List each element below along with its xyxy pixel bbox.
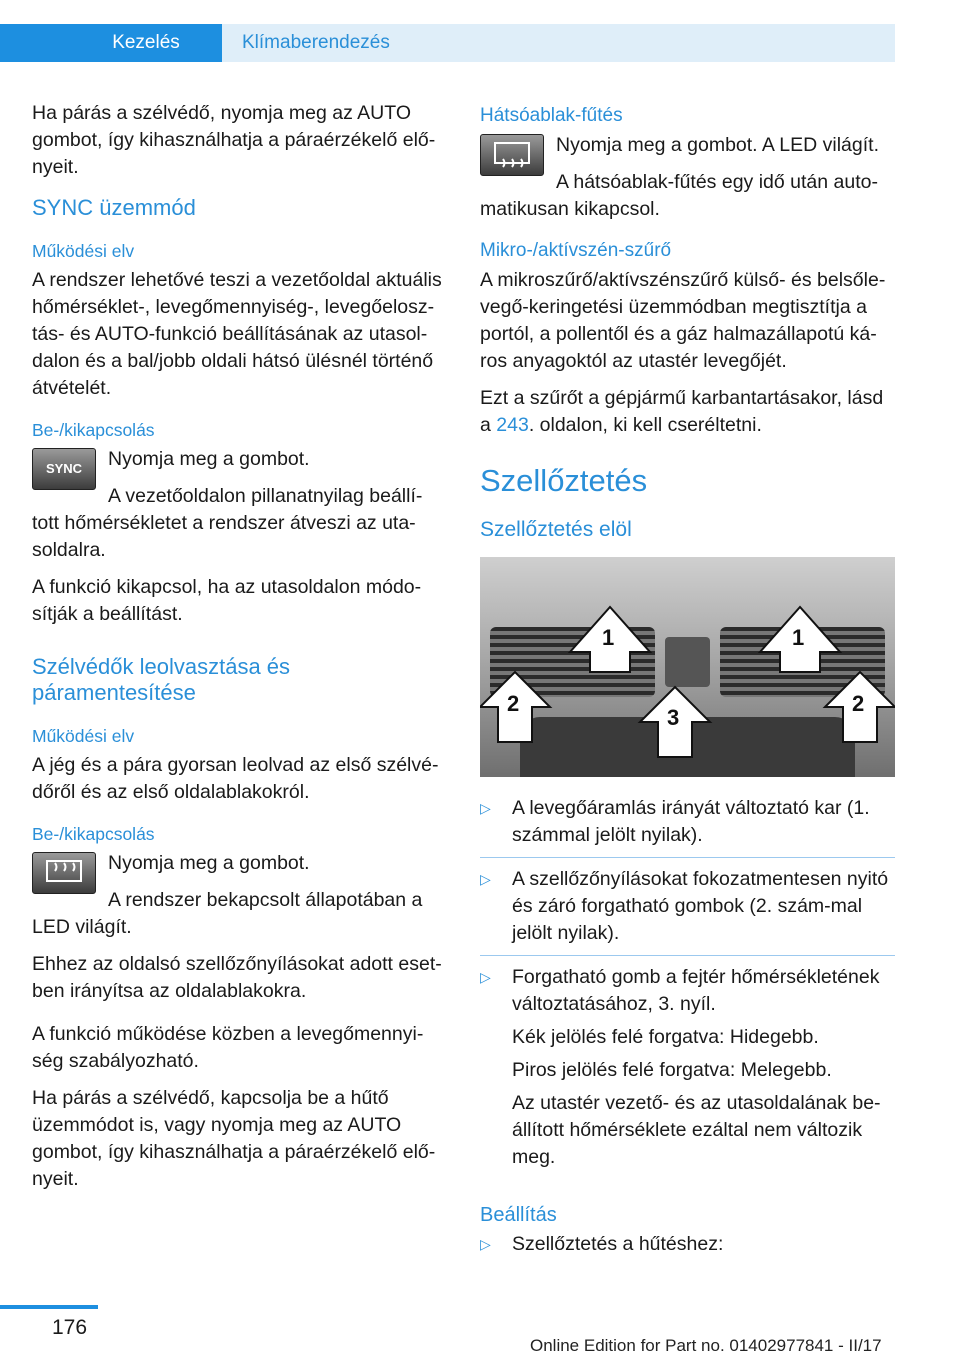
sync-button-icon	[32, 448, 96, 490]
list-item	[480, 964, 895, 1179]
paragraph: A hátsóablak-fűtés egy idő után auto‐matikusan kikapcsol.	[480, 171, 878, 220]
paragraph: A funkció kikapcsol, ha az utasoldalon módo‐sítják a beállítást.	[32, 576, 422, 625]
arrows-overlay	[480, 557, 895, 777]
sync-button-row	[32, 446, 447, 564]
arrow-label: 1	[602, 625, 615, 650]
heading-szelloztetes-elol: Szellőztetés elöl	[480, 518, 632, 541]
list-item-text: A levegőáramlás irányát változtató kar (1. számmal jelölt nyilak).	[512, 797, 870, 846]
paragraph-text: Ezt a szűrőt a gépjármű karbantartásakor, lásd a	[480, 387, 884, 436]
list-item	[480, 1231, 895, 1266]
section-tab-klima	[222, 24, 895, 62]
rear-defrost-button-icon	[480, 134, 544, 176]
arrow-label: 3	[667, 705, 680, 730]
list-item-text: A szellőzőnyílásokat fokozatmentesen nyitó és záró forgatható gombok (2. szám‐mal jelölt nyilak).	[512, 868, 889, 944]
paragraph: A mikroszűrő/aktívszénszűrő külső- és belsőle‐vegő-keringetési üzemmódban megtisztítja a portól, a pollentől és a gáz halmazállapotú ká‐ros anyagoktól az utastér levegőjét.	[480, 269, 886, 372]
paragraph: Nyomja meg a gombot.	[108, 852, 310, 874]
subheading-bekapcsolas: Be-/kikapcsolás	[32, 824, 155, 844]
defrost-button-icon	[32, 852, 96, 894]
list-item	[480, 795, 895, 858]
subheading-mukodesi-elv: Működési elv	[32, 726, 135, 746]
edition-note: Online Edition for Part no. 01402977841 - II/17	[530, 1336, 882, 1355]
footer-rule	[0, 1305, 98, 1309]
subheading-bekapcsolas: Be-/kikapcsolás	[32, 420, 155, 440]
paragraph: A jég és a pára gyorsan leolvad az első szélvé‐dőről és az első oldalablakokról.	[32, 754, 439, 803]
heading-szelvedo: Szélvédők leolvasztása és páramentesítése	[32, 654, 291, 705]
paragraph: Nyomja meg a gombot. A LED világít.	[556, 134, 879, 156]
list-item-text: Forgatható gomb a fejtér hőmérsékletének változtatásához, 3. nyíl.	[512, 966, 880, 1015]
heading-szelloztetes: Szellőztetés	[480, 463, 648, 498]
paragraph: A funkció működése közben a levegőmennyi‐ség szabályozható.	[32, 1023, 424, 1072]
sync-button-label: SYNC	[45, 461, 83, 476]
rear-defrost-row	[480, 132, 895, 223]
left-column	[32, 100, 447, 1203]
paragraph: A rendszer lehetővé teszi a vezetőoldal aktuális hőmérséklet-, levegőmennyiség-, levegőelosz‐tás- és AUTO-funkció beállításának az utasol‐dalon és a bal/jobb oldali hátsó ülésnél történő átvételét.	[32, 269, 442, 399]
arrow-label: 2	[507, 691, 520, 716]
list-item-subtext: Kék jelölés felé forgatva: Hidegebb.	[512, 1026, 819, 1048]
defrost-icon	[33, 853, 95, 893]
paragraph: Nyomja meg a gombot.	[108, 448, 310, 470]
page-link[interactable]: 243	[496, 414, 529, 436]
bullet-list	[480, 795, 895, 1179]
subheading-beallitas: Beállítás	[480, 1204, 557, 1226]
paragraph: Ehhez az oldalsó szellőzőnyílásokat adott eset‐ben irányítsa az oldalablakokra.	[32, 953, 442, 1002]
paragraph: Ha párás a szélvédő, nyomja meg az AUTO gombot, így kihasználhatja a páraérzékelő elő‐nyeit.	[32, 102, 436, 178]
subheading-mukodesi-elv: Működési elv	[32, 241, 135, 261]
page-header	[0, 24, 895, 62]
paragraph	[480, 385, 895, 439]
list-item-subtext: Piros jelölés felé forgatva: Melegebb.	[512, 1059, 832, 1081]
heading-sync: SYNC üzemmód	[32, 195, 196, 220]
paragraph: Ha párás a szélvédő, kapcsolja be a hűtő üzemmódot is, vagy nyomja meg az AUTO gombot, így kihasználhatja a páraérzékelő elő‐nyeit.	[32, 1087, 436, 1190]
arrow-label: 2	[852, 691, 865, 716]
paragraph-text: . oldalon, ki kell cseréltetni.	[528, 414, 762, 436]
list-item-text: Szellőztetés a hűtéshez:	[512, 1233, 724, 1255]
right-column	[480, 100, 895, 1274]
dashboard-vents-photo	[480, 557, 895, 777]
paragraph: A rendszer bekapcsolt állapotában a LED világít.	[32, 889, 423, 938]
section-label: Kezelés	[112, 32, 180, 53]
bullet-list	[480, 1231, 895, 1266]
defrost-button-row	[32, 850, 447, 941]
list-item	[480, 866, 895, 956]
page-number: 176	[52, 1316, 88, 1339]
subheading-mikro: Mikro-/aktívszén-szűrő	[480, 240, 672, 261]
rear-window-heat-icon	[481, 135, 543, 175]
list-item-subtext: Az utastér vezető- és az utasoldalának be‐állított hőmérséklete ezáltal nem változik meg.	[512, 1092, 881, 1168]
paragraph: A vezetőoldalon pillanatnyilag beállí‐tott hőmérsékletet a rendszer átveszi az uta‐soldalra.	[32, 485, 423, 561]
subsection-label: Klímaberendezés	[242, 32, 390, 53]
section-tab-kezeles	[0, 24, 222, 62]
arrow-label: 1	[792, 625, 805, 650]
subheading-hatsoablak: Hátsóablak-fűtés	[480, 105, 623, 126]
